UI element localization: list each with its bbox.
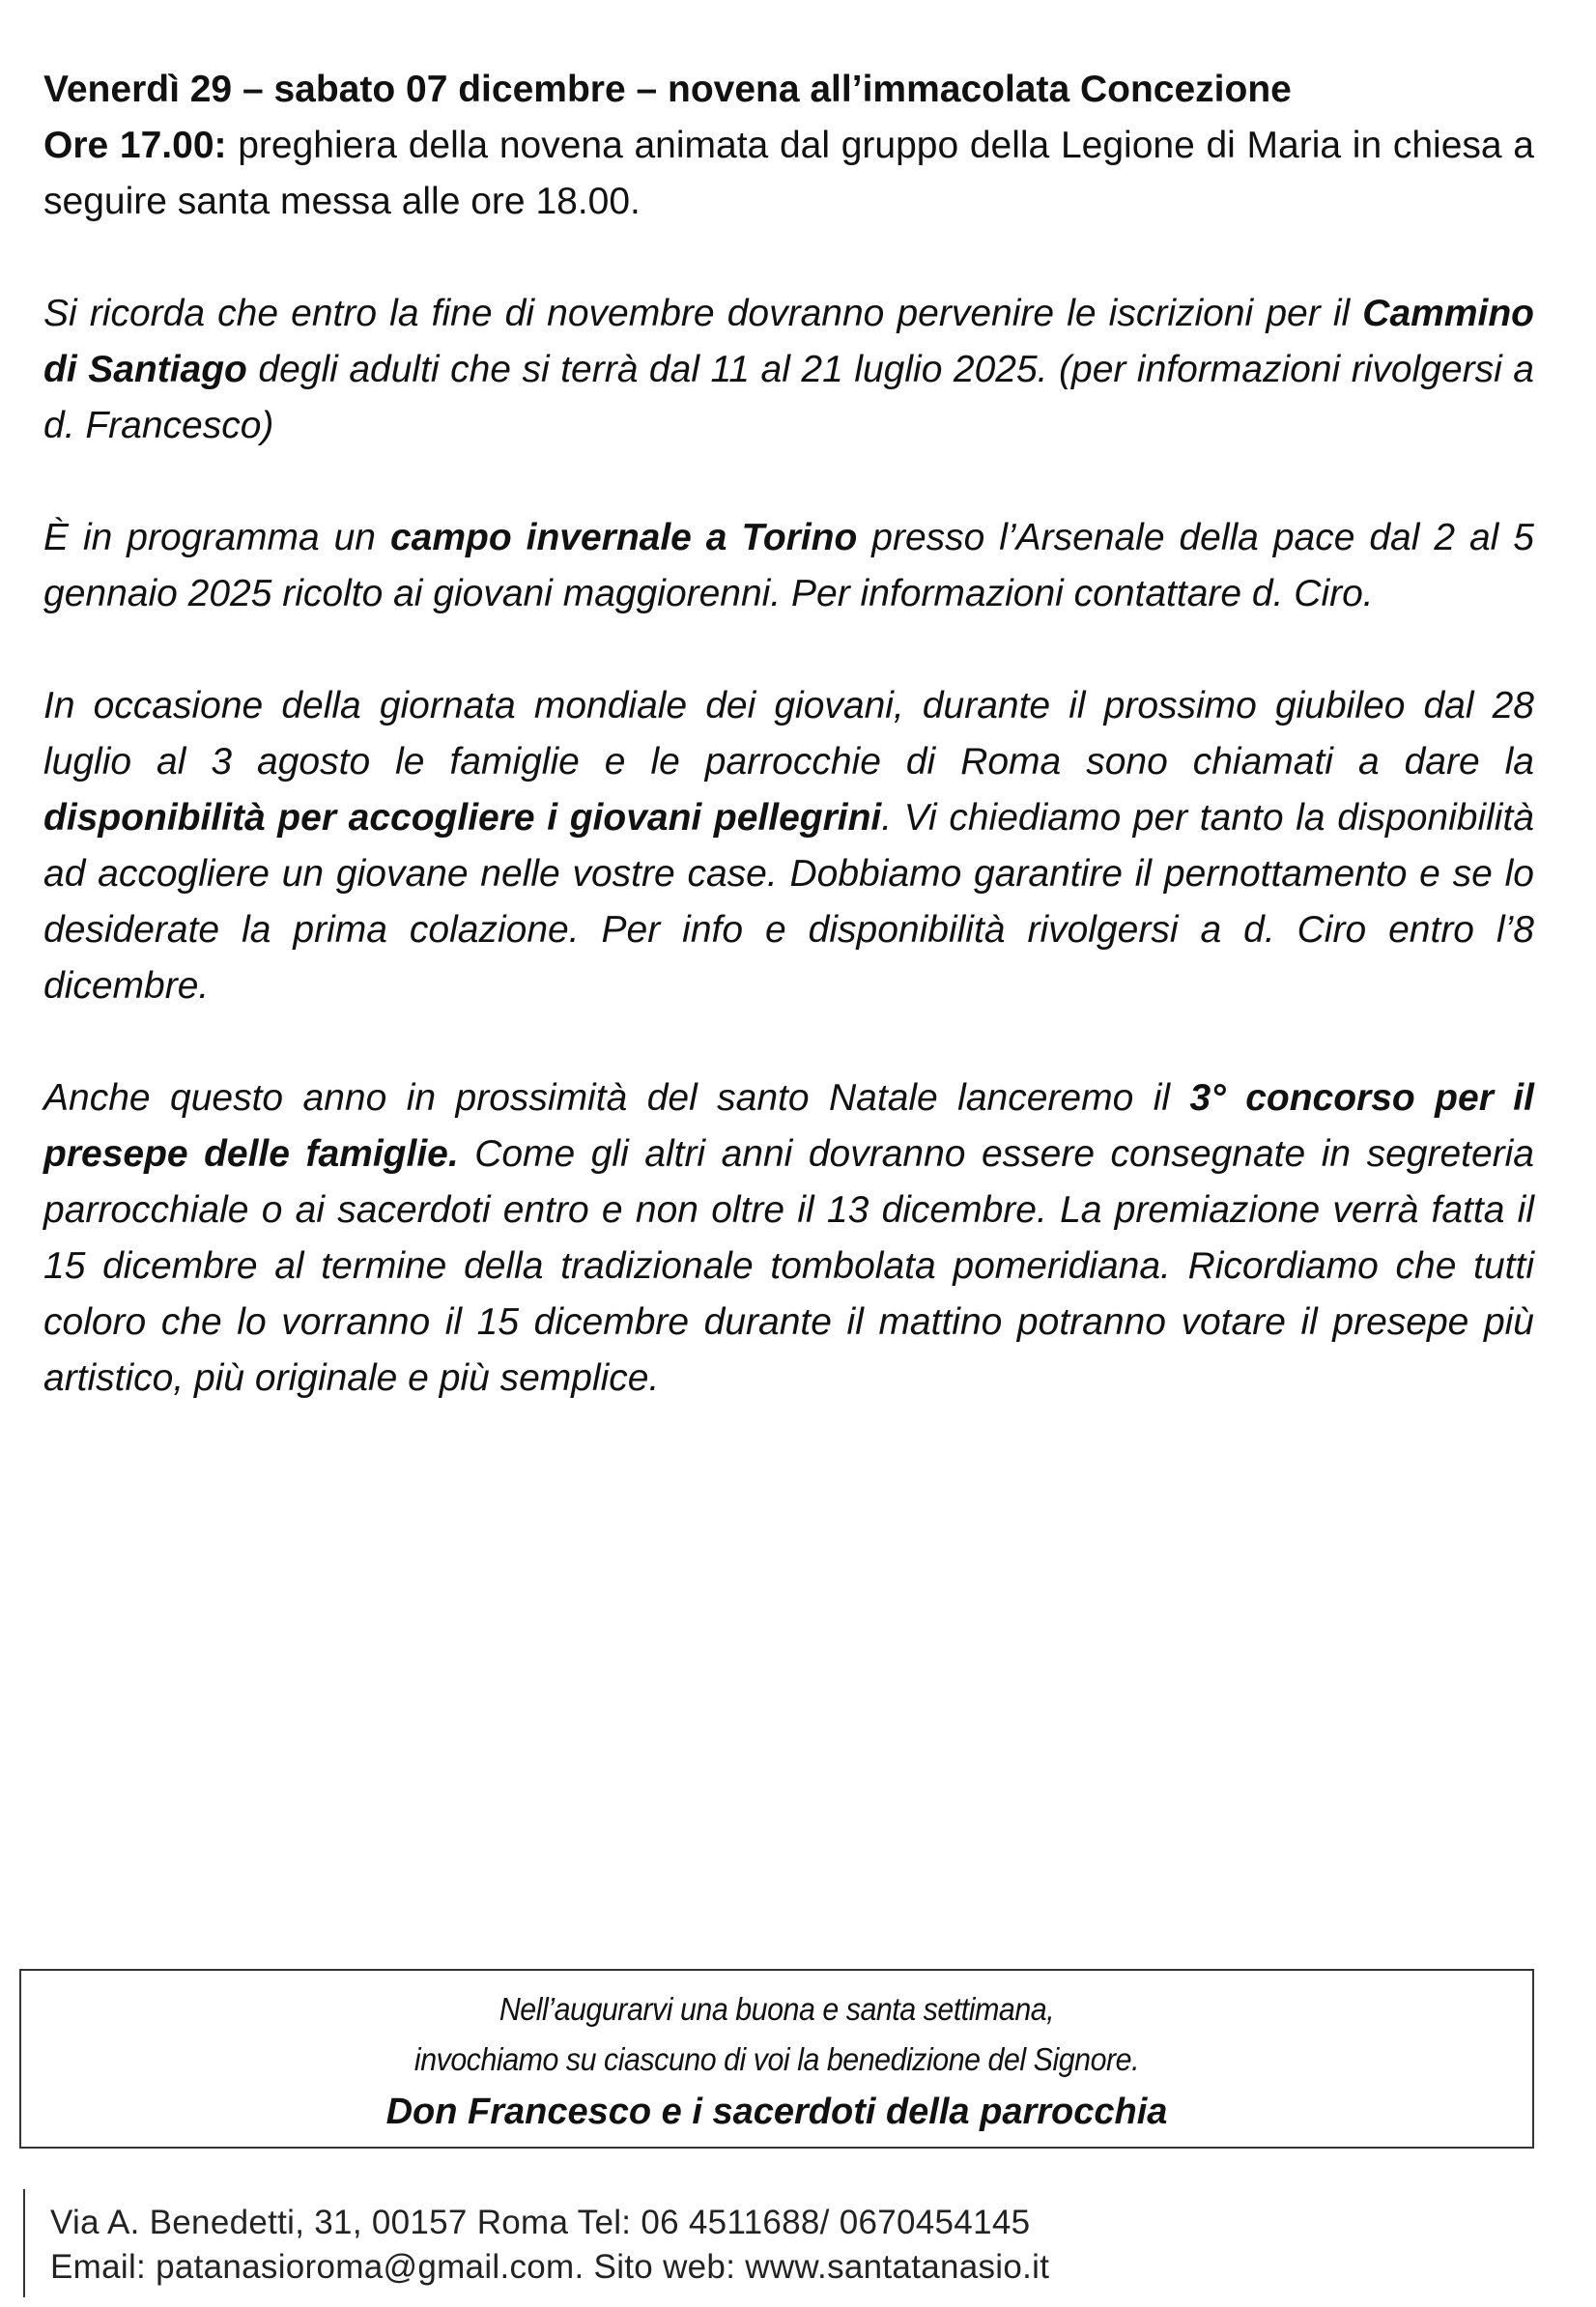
santiago-text-pre: Si ricorda che entro la fine di novembre dovranno pervenire le iscrizioni per il — [43, 293, 1363, 334]
gmg-text-pre: In occasione della giornata mondiale dei giovani, durante il prossimo giubileo dal 28 luglio al 3 agosto le famiglie e le parrocchie di Roma sono chiamati a dare la — [43, 685, 1534, 783]
campo-text-post: presso l’Arsenale della pace dal 2 al 5 gennaio 2025 ricolto ai giovani maggiorenni. Per informazioni contattare d. Ciro. — [43, 517, 1534, 614]
presepe-highlight: 3° concorso per il presepe delle famiglie. — [43, 1077, 1534, 1175]
closing-line-2: invochiamo su ciascuno di voi la benedizione del Signore. — [413, 2041, 1140, 2077]
presepe-text-pre: Anche questo anno in prossimità del santo Natale lanceremo il — [43, 1077, 1190, 1119]
presepe-announcement — [43, 1070, 1534, 1407]
gmg-highlight: disponibilità per accogliere i giovani pellegrini — [43, 797, 882, 839]
novena-time: Ore 17.00: — [43, 125, 227, 166]
gmg-announcement — [43, 678, 1534, 1014]
closing-greeting-box — [19, 1969, 1534, 2149]
santiago-text-post: degli adulti che si terrà dal 11 al 21 luglio 2025. (per informazioni rivolgersi a d. Francesco) — [43, 349, 1534, 446]
closing-signature: Don Francesco e i sacerdoti della parrocchia — [385, 2092, 1168, 2132]
gmg-text-post: . Vi chiediamo per tanto la disponibilità ad accogliere un giovane nelle vostre case. Dobbiamo garantire il pernottamento e se lo desiderate la prima colazione. Per info e disponibilità rivolgersi a d. Ciro entro l’8 dicembre. — [43, 797, 1534, 1007]
closing-line-1: Nell’augurarvi una buona e santa settimana, — [499, 1991, 1055, 2027]
footer-email-website: Email: patanasioroma@gmail.com. Sito web: www.santatanasio.it — [50, 2248, 1050, 2286]
campo-announcement — [43, 510, 1534, 622]
footer-address: Via A. Benedetti, 31, 00157 Roma Tel: 06 4511688/ 0670454145 — [50, 2204, 1031, 2241]
bulletin-content — [43, 62, 1534, 1463]
campo-highlight: campo invernale a Torino — [389, 517, 858, 558]
santiago-announcement — [43, 286, 1534, 454]
santiago-highlight: Cammino di Santiago — [43, 293, 1534, 390]
novena-text: preghiera della novena animata dal gruppo della Legione di Maria in chiesa a seguire santa messa alle ore 18.00. — [43, 125, 1534, 222]
campo-text-pre: È in programma un — [43, 517, 390, 558]
novena-announcement — [43, 62, 1534, 230]
footer-contacts — [23, 2189, 1049, 2297]
novena-heading: Venerdì 29 – sabato 07 dicembre – novena all’immacolata Concezione — [43, 69, 1292, 110]
presepe-text-post: Come gli altri anni dovranno essere consegnate in segreteria parrocchiale o ai sacerdoti entro e non oltre il 13 dicembre. La premiazione verrà fatta il 15 dicembre al termine della tradizionale tombolata pomeridiana. Ricordiamo che tutti coloro che lo vorranno il 15 dicembre durante il mattino potranno votare il presepe più artistico, più originale e più semplice. — [43, 1133, 1534, 1399]
